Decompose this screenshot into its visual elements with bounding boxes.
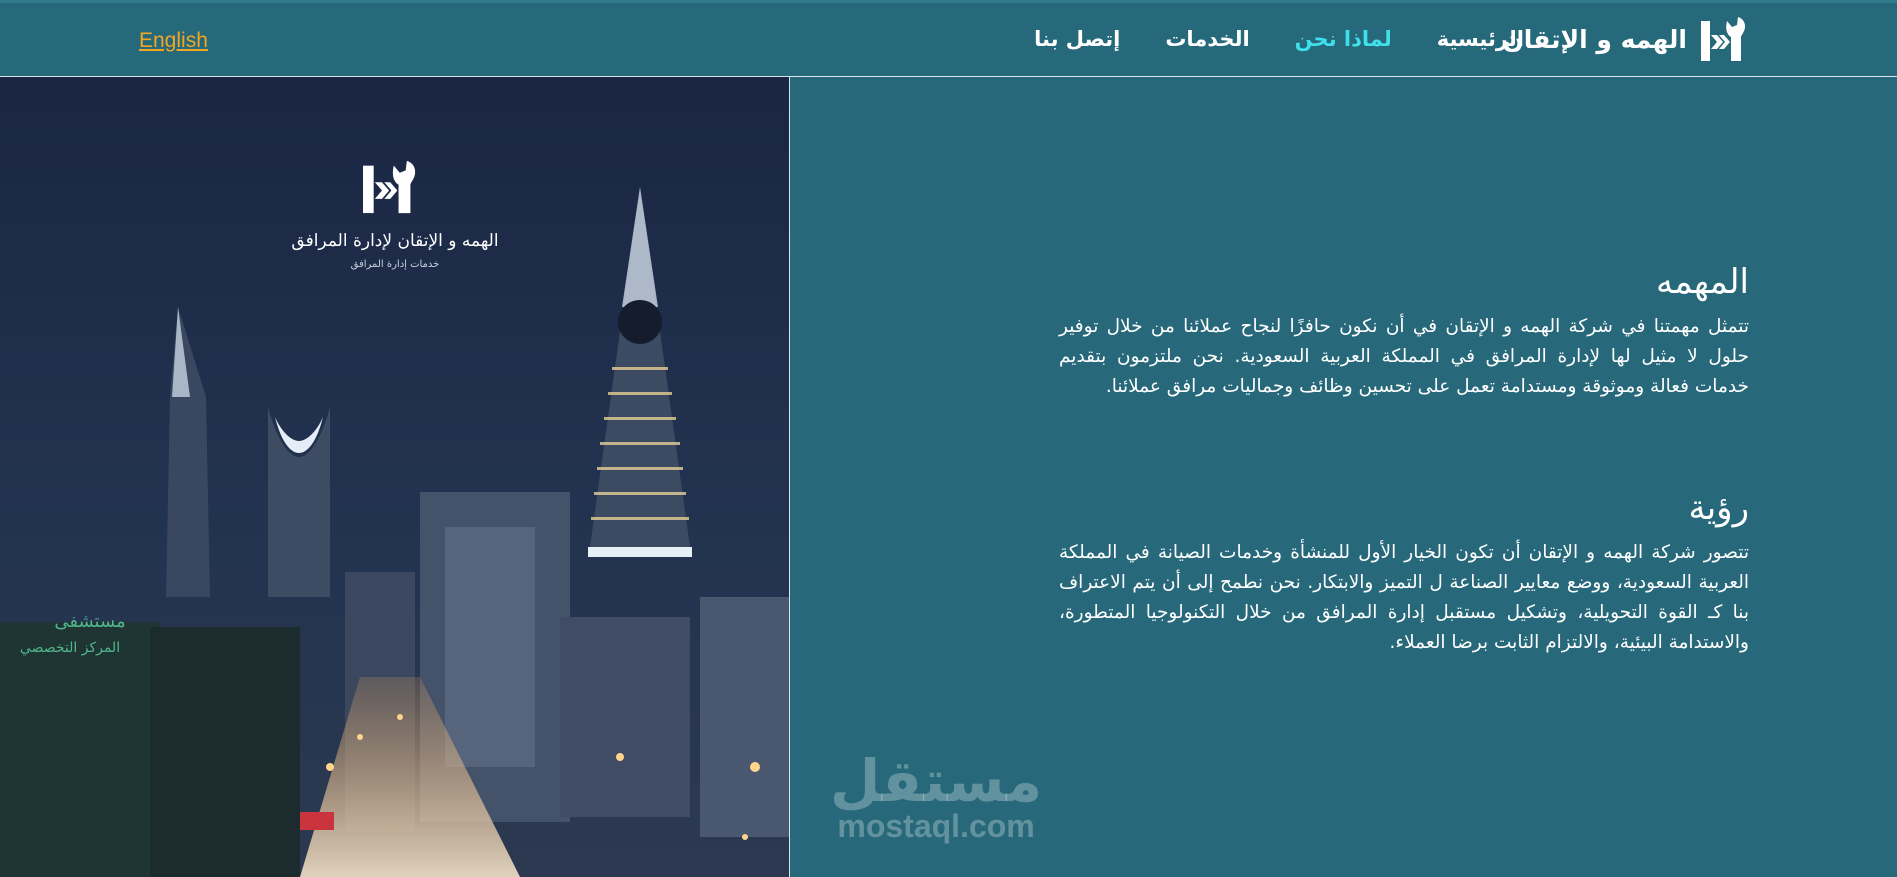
nav-item-why-us[interactable]: لماذا نحن [1294, 27, 1392, 51]
main-nav [1034, 27, 1524, 51]
watermark-arabic: مستقل [830, 747, 1043, 815]
nav-item-contact[interactable]: إتصل بنا [1034, 27, 1121, 51]
watermark-latin: mostaql.com [837, 808, 1035, 844]
mission-heading: المهمه [1655, 262, 1749, 302]
svg-text:المركز التخصصي: المركز التخصصي [19, 640, 121, 656]
mission-section [1059, 262, 1749, 402]
hero-city-image [0, 77, 790, 877]
brand-name: الهمه و الإتقان [1502, 24, 1687, 54]
brand[interactable] [1502, 15, 1755, 63]
nav-item-home[interactable]: الرئيسية [1436, 27, 1524, 51]
nav-item-services[interactable]: الخدمات [1165, 27, 1250, 51]
wrench-h-logo-icon [1701, 15, 1755, 63]
site-header [0, 0, 1897, 77]
svg-text:مستشفى: مستشفى [54, 611, 126, 632]
wrench-h-logo-icon [363, 157, 427, 221]
mostaql-watermark [830, 747, 1043, 844]
vision-heading: رؤية [1688, 488, 1749, 528]
hero-logo-subtitle: خدمات إدارة المرافق [350, 259, 440, 270]
language-switch-link[interactable]: English [139, 29, 208, 52]
vision-section [1059, 488, 1749, 658]
hero-logo-title: الهمه و الإتقان لإدارة المرافق [291, 231, 499, 251]
mission-body: تتمثل مهمتنا في شركة الهمه و الإتقان في أن نكون حافزًا لنجاح عملائنا من خلال توفير حلول لا مثيل لها لإدارة المرافق في المملكة العربية السعودية. نحن ملتزمون بتقديم خدمات فعالة وموثوقة ومستدامة تعمل على تحسين وظائف وجماليات مرافق عملائنا. [1059, 316, 1749, 397]
vision-body: تتصور شركة الهمه و الإتقان أن تكون الخيار الأول للمنشأة وخدمات الصيانة في المملكة العربية السعودية، ووضع معايير الصناعة ل التميز والابتكار. نحن نطمح إلى أن يتم الاعتراف بنا كـ القوة التحويلية، وتشكيل مستقبل إدارة المرافق من خلال التكنولوجيا المتطورة، والاستدامة البيئية، والالتزام الثابت برضا العملاء. [1059, 542, 1749, 653]
hero-logo-block [0, 157, 790, 270]
